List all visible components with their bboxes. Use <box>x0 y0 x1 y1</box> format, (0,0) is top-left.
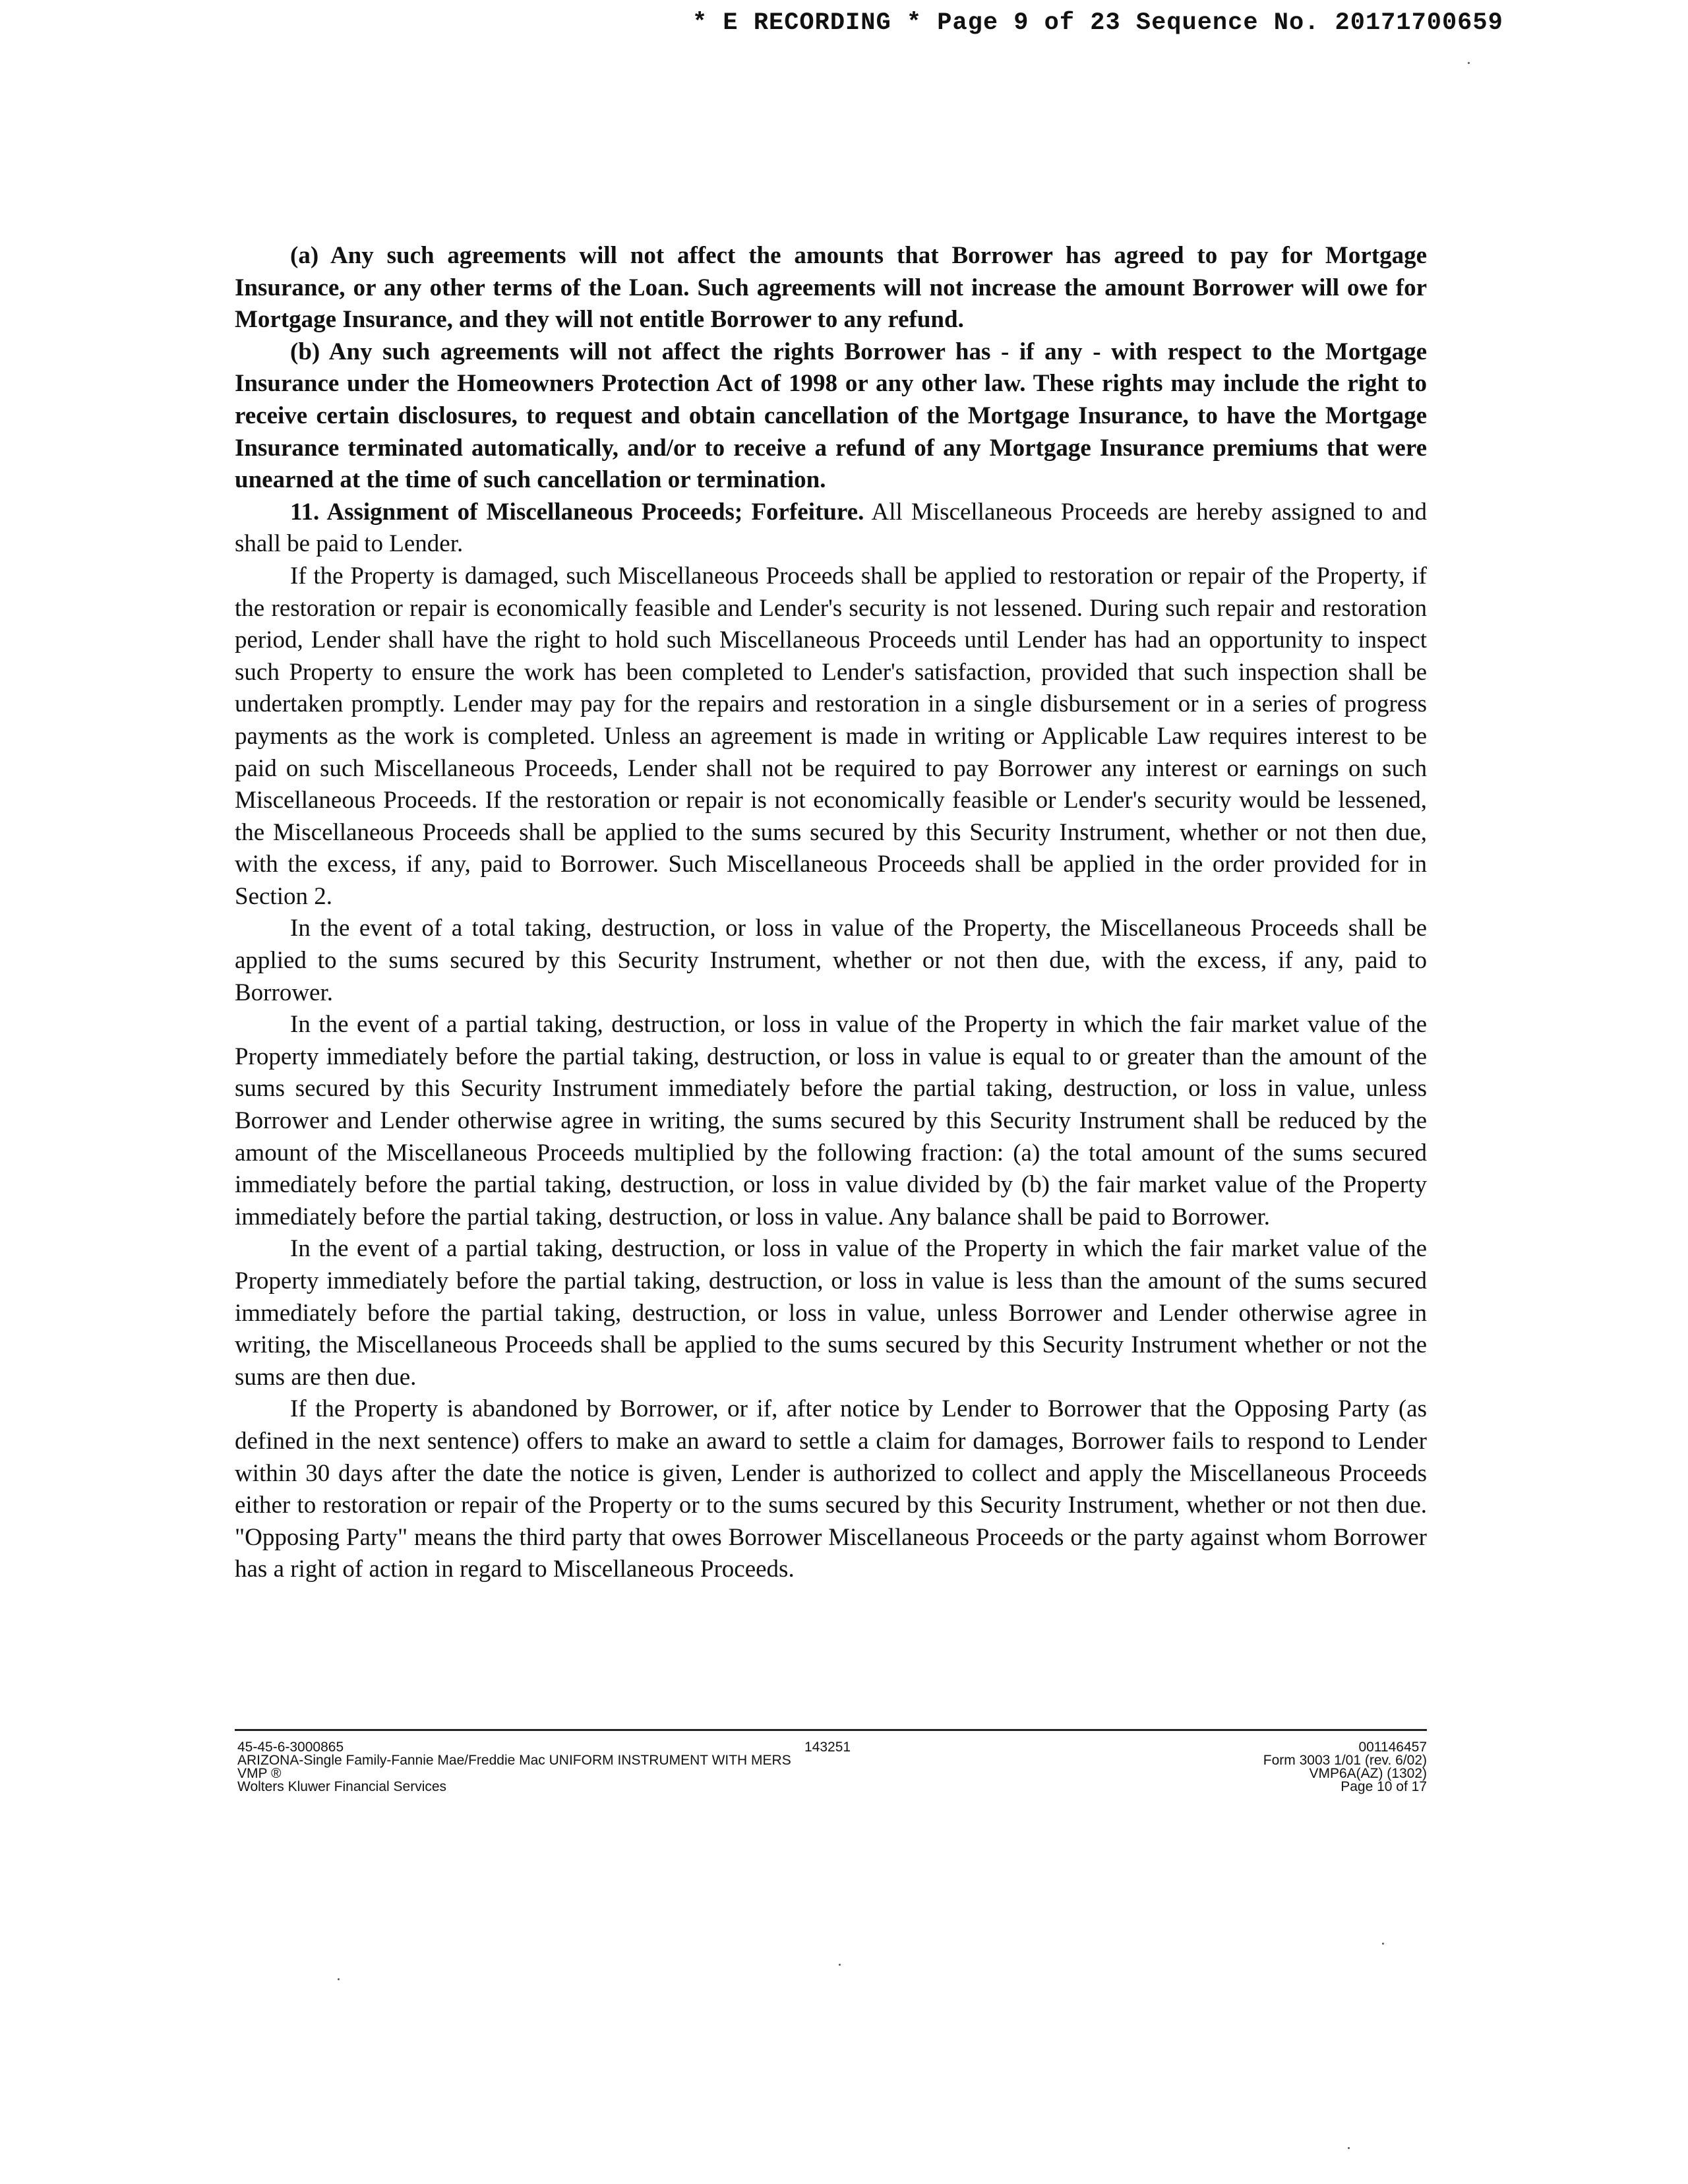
paragraph-partial-taking-equal: In the event of a partial taking, destruction, or loss in value of the Property in which the fair market value of the Property immediately before the partial taking, destruction, or loss in value is equal to or greater than the amount of the sums secured by this Security Instrument immediately before the partial taking, destruction, or loss in value, unless Borrower and Lender otherwise agree in writing, the sums secured by this Security Instrument shall be reduced by the amount of the Miscellaneous Proceeds multiplied by the following fraction: (a) the total amount of the sums secured immediately before the partial taking, destruction, or loss in value divided by (b) the fair market value of the Property immediately before the partial taking, destruction, or loss in value. Any balance shall be paid to Borrower. <box>235 1011 1427 1230</box>
scan-speck <box>338 1978 340 1980</box>
page-label: Page 10 of 17 <box>1341 1779 1427 1794</box>
paragraph-a: (a) Any such agreements will not affect the amounts that Borrower has agreed to pay for Mortgage Insurance, or any other terms of the Loan. Such agreements will not increase the amount Borrower will owe for Mortgage Insurance, and they will not entitle Borrower to any refund. <box>235 242 1427 334</box>
center-code: 143251 <box>804 1740 851 1755</box>
vmp-mark: VMP ® <box>237 1766 282 1781</box>
loan-reference: 45-45-6-3000865 <box>237 1740 344 1755</box>
form-number: Form 3003 1/01 (rev. 6/02) <box>1263 1753 1427 1768</box>
paragraph-b: (b) Any such agreements will not affect the rights Borrower has - if any - with respect to the Mortgage Insurance under the Homeowners Protection Act of 1998 or any other law. These rights may include the right to receive certain disclosures, to request and obtain cancellation of the Mortgage Insurance, to have the Mortgage Insurance terminated automatically, and/or to receive a refund of any Mortgage Insurance premiums that were unearned at the time of such cancellation or termination. <box>235 338 1427 494</box>
scan-speck <box>1348 2147 1350 2149</box>
form-description: ARIZONA-Single Family-Fannie Mae/Freddie Mac UNIFORM INSTRUMENT WITH MERS <box>237 1753 791 1768</box>
paragraph-total-taking: In the event of a total taking, destruction, or loss in value of the Property, the Miscellaneous Proceeds shall be applied to the sums secured by this Security Instrument, whether or not then due, with the excess, if any, paid to Borrower. <box>235 915 1427 1006</box>
scan-speck <box>1382 1943 1384 1945</box>
recording-header: * E RECORDING * Page 9 of 23 Sequence No. 20171700659 <box>692 9 1503 37</box>
paragraph-partial-taking-less: In the event of a partial taking, destruction, or loss in value of the Property in which the fair market value of the Property immediately before the partial taking, destruction, or loss in value is less than the amount of the sums secured immediately before the partial taking, destruction, or loss in value, unless Borrower and Lender otherwise agree in writing, the Miscellaneous Proceeds shall be applied to the sums secured by this Security Instrument whether or not the sums are then due. <box>235 1235 1427 1391</box>
document-number: 001146457 <box>1358 1740 1427 1755</box>
section-11-title: 11. Assignment of Miscellaneous Proceeds; Forfeiture. <box>290 498 864 526</box>
publisher-name: Wolters Kluwer Financial Services <box>237 1779 447 1794</box>
form-footer <box>237 1741 1427 1813</box>
form-code: VMP6A(AZ) (1302) <box>1309 1766 1427 1781</box>
footer-divider <box>235 1729 1427 1731</box>
section-11-paragraph <box>235 497 1427 561</box>
document-body <box>235 240 1427 1586</box>
scan-speck <box>1468 62 1470 64</box>
scan-speck <box>839 1964 841 1966</box>
paragraph-abandoned-property: If the Property is abandoned by Borrower, or if, after notice by Lender to Borrower that the Opposing Party (as defined in the next sentence) offers to make an award to settle a claim for damages, Borrower fails to respond to Lender within 30 days after the date the notice is given, Lender is authorized to collect and apply the Miscellaneous Proceeds either to restoration or repair of the Property or to the sums secured by this Security Instrument, whether or not then due. "Opposing Party" means the third party that owes Borrower Miscellaneous Proceeds or the party against whom Borrower has a right of action in regard to Miscellaneous Proceeds. <box>235 1395 1427 1583</box>
footer-left <box>237 1741 963 1794</box>
paragraph-damaged-property: If the Property is damaged, such Miscellaneous Proceeds shall be applied to restoration or repair of the Property, if the restoration or repair is economically feasible and Lender's security is not lessened. During such repair and restoration period, Lender shall have the right to hold such Miscellaneous Proceeds until Lender has had an opportunity to inspect such Property to ensure the work has been completed to Lender's satisfaction, provided that such inspection shall be undertaken promptly. Lender may pay for the repairs and restoration in a single disbursement or in a series of progress payments as the work is completed. Unless an agreement is made in writing or Applicable Law requires interest to be paid on such Miscellaneous Proceeds, Lender shall not be required to pay Borrower any interest or earnings on such Miscellaneous Proceeds. If the restoration or repair is not economically feasible or Lender's security would be lessened, the Miscellaneous Proceeds shall be applied to the sums secured by this Security Instrument, whether or not then due, with the excess, if any, paid to Borrower. Such Miscellaneous Proceeds shall be applied in the order provided for in Section 2. <box>235 562 1427 910</box>
footer-right <box>1097 1741 1427 1794</box>
footer-center <box>804 1741 851 1754</box>
section-11-text: All Miscellaneous Proceeds are hereby assigned to and shall be paid to Lender. <box>235 498 1427 558</box>
